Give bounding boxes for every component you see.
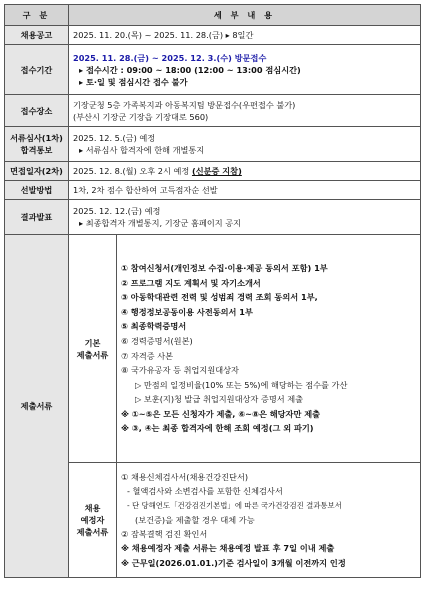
- row-selection-text: 1차, 2차 점수 합산하여 고득점자순 선발: [69, 181, 421, 200]
- list-item: ⑤ 최종학력증명서: [121, 321, 187, 332]
- list-item: ⑦ 자격증 사본: [121, 350, 174, 361]
- reception-hours: ▸ 접수시간 : 09:00 ~ 18:00 (12:00 ~ 13:00 점심시간): [79, 64, 301, 75]
- row-document-screening: [5, 127, 421, 162]
- row-result-details: [69, 200, 421, 235]
- hire-documents-list: [117, 463, 421, 578]
- result-date: 2025. 12. 12.(금) 예정: [73, 206, 161, 216]
- list-item: ▷ 만점의 일정비율(10% 또는 5%)에 해당하는 점수를 가산: [135, 379, 348, 390]
- list-item: (보건증)을 제출할 경우 대체 가능: [135, 514, 255, 525]
- row-notice-label: 채용공고: [5, 26, 69, 45]
- result-notice: ▸ 최종합격자 개별통지, 기장군 홈페이지 공지: [79, 218, 242, 228]
- place-address: (부산시 기장군 기장읍 기장대로 560): [73, 111, 209, 122]
- row-interview-label: 면접일자(2차): [5, 162, 69, 181]
- basic-documents-list: [117, 235, 421, 463]
- list-item: ※ 채용예정자 제출 서류는 채용예정 발표 후 7일 이내 제출: [121, 543, 335, 554]
- basic-documents-label: 기본 제출서류: [69, 235, 117, 463]
- list-item: ① 채용신체검사서(채용건강진단서): [121, 472, 249, 483]
- list-item: ④ 행정정보공동이용 사전동의서 1부: [121, 306, 253, 317]
- row-interview: [5, 162, 421, 181]
- row-reception-details: [69, 45, 421, 95]
- interview-date: 2025. 12. 8.(월) 오후 2시 예정: [73, 166, 192, 176]
- list-item: ② 잠복결핵 검진 확인서: [121, 529, 208, 540]
- list-item: ① 참여신청서(개인정보 수집·이용·제공 동의서 포함) 1부: [121, 262, 328, 273]
- place-office: 기장군청 5층 가족복지과 아동복지팀 방문접수(우편접수 불가): [73, 99, 296, 110]
- list-item: ▷ 보훈(지)청 발급 취업지원대상자 증명서 제출: [135, 394, 304, 405]
- row-place-label: 접수장소: [5, 95, 69, 127]
- row-reception-label: 접수기간: [5, 45, 69, 95]
- reception-period: 2025. 11. 28.(금) ~ 2025. 12. 3.(수) 방문접수: [73, 52, 267, 63]
- reception-closed-note: ▸ 토·일 및 점심시간 접수 불가: [79, 76, 188, 87]
- recruitment-schedule-table: [4, 4, 421, 578]
- list-item: ② 프로그램 지도 계획서 및 자기소개서: [121, 277, 261, 288]
- table-header-row: [5, 5, 421, 26]
- row-document-screening-details: [69, 127, 421, 162]
- header-category: 구 분: [5, 5, 69, 26]
- list-item: ⑧ 국가유공자 등 취업지원대상자: [121, 365, 239, 376]
- list-item: ※ ③, ④는 최종 합격자에 한해 조회 예정(그 외 파기): [121, 423, 314, 434]
- row-notice-text: 2025. 11. 20.(목) ~ 2025. 11. 28.(금) ▸ 8일간: [69, 26, 421, 45]
- row-result: [5, 200, 421, 235]
- row-documents-basic: [5, 235, 421, 463]
- row-document-screening-label: 서류심사(1차) 합격통보: [5, 127, 69, 162]
- row-reception: [5, 45, 421, 95]
- list-item: ※ 근무일(2026.01.01.)기준 검사일이 3개월 이전까지 인정: [121, 557, 346, 568]
- row-result-label: 결과발표: [5, 200, 69, 235]
- hire-documents-label: 채용 예정자 제출서류: [69, 463, 117, 578]
- row-place: [5, 95, 421, 127]
- header-details: 세 부 내 용: [69, 5, 421, 26]
- screening-date: 2025. 12. 5.(금) 예정: [73, 133, 156, 143]
- list-item: ⑥ 경력증명서(원본): [121, 335, 193, 346]
- list-item: ③ 아동학대관련 전력 및 성범죄 경력 조회 동의서 1부,: [121, 292, 318, 303]
- list-item: ※ ①~⑤은 모든 신청자가 제출, ⑥~⑧은 해당자만 제출: [121, 408, 321, 419]
- interview-id-note: (신분증 지참): [191, 166, 242, 176]
- row-selection: [5, 181, 421, 200]
- row-interview-details: [69, 162, 421, 181]
- list-item: - 단 당해연도「건강검진기본법」에 따른 국가건강검진 결과통보서: [127, 500, 342, 510]
- row-place-details: [69, 95, 421, 127]
- row-documents-label: 제출서류: [5, 235, 69, 578]
- list-item: - 혈액검사와 소변검사를 포함한 신체검사서: [127, 486, 283, 497]
- row-selection-label: 선발방법: [5, 181, 69, 200]
- row-notice: [5, 26, 421, 45]
- screening-notice: ▸ 서류심사 합격자에 한해 개별통지: [79, 145, 205, 155]
